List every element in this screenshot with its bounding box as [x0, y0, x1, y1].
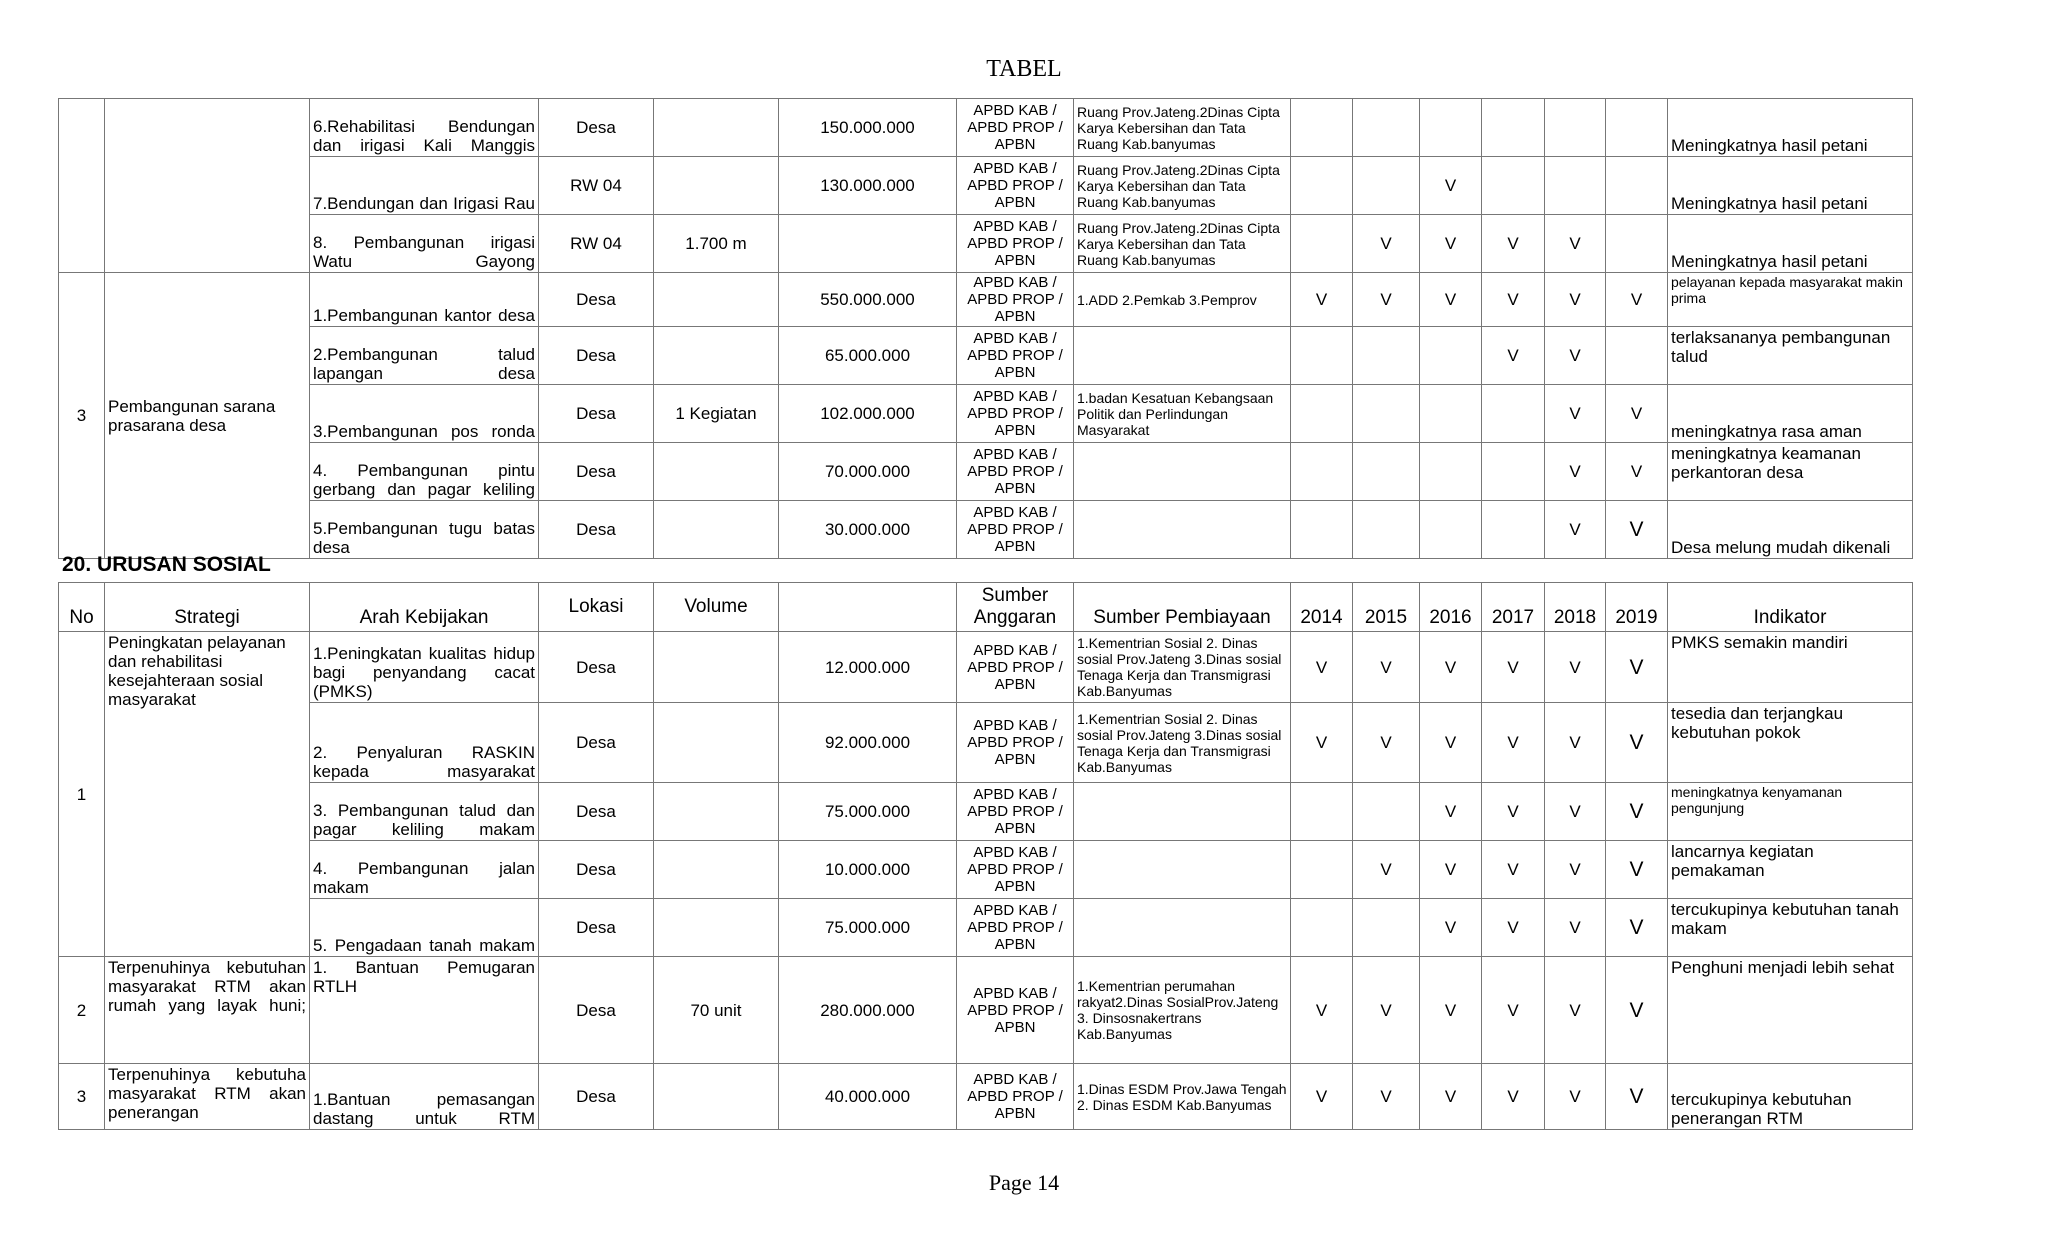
year-2017-mark: V — [1482, 957, 1545, 1064]
year-2014-mark — [1291, 443, 1353, 501]
year-2014-mark: V — [1291, 703, 1353, 783]
year-2018-mark: V — [1545, 215, 1606, 273]
year-2014-mark — [1291, 327, 1353, 385]
year-2016-mark: V — [1420, 1064, 1482, 1130]
strategi-cell: Peningkatan pelayanan dan rehabilitasi kesejahteraan sosial masyarakat — [105, 632, 310, 957]
year-2015-mark: V — [1353, 1064, 1420, 1130]
volume-cell: 70 unit — [654, 957, 779, 1064]
year-2017-mark — [1482, 385, 1545, 443]
year-2019-mark: V — [1606, 1064, 1668, 1130]
year-2018-mark — [1545, 157, 1606, 215]
sumber-pembiayaan-cell — [1074, 841, 1291, 899]
volume-cell — [654, 327, 779, 385]
lokasi-cell: Desa — [539, 1064, 654, 1130]
header-2019: 2019 — [1606, 583, 1668, 632]
indikator-cell: tesedia dan terjangkau kebutuhan pokok — [1668, 703, 1913, 783]
year-2016-mark — [1420, 385, 1482, 443]
sumber-anggaran-cell: APBD KAB / APBD PROP / APBN — [957, 157, 1074, 215]
year-2015-mark: V — [1353, 703, 1420, 783]
arah-kebijakan-cell: 2.Pembangunan talud lapangan desa — [310, 327, 539, 385]
header-2014: 2014 — [1291, 583, 1353, 632]
anggaran-value-cell: 92.000.000 — [779, 703, 957, 783]
year-2018-mark: V — [1545, 1064, 1606, 1130]
year-2018-mark: V — [1545, 841, 1606, 899]
lokasi-cell: Desa — [539, 841, 654, 899]
volume-cell: 1 Kegiatan — [654, 385, 779, 443]
year-2014-mark — [1291, 99, 1353, 157]
year-2018-mark: V — [1545, 703, 1606, 783]
header-lokasi: Lokasi — [539, 583, 654, 632]
sumber-anggaran-cell: APBD KAB / APBD PROP / APBN — [957, 273, 1074, 327]
table-row — [59, 632, 1913, 703]
no-cell: 3 — [59, 273, 105, 559]
lokasi-cell: RW 04 — [539, 215, 654, 273]
anggaran-value-cell: 10.000.000 — [779, 841, 957, 899]
year-2016-mark: V — [1420, 957, 1482, 1064]
indikator-cell: meningkatnya rasa aman — [1668, 385, 1913, 443]
year-2018-mark: V — [1545, 327, 1606, 385]
year-2019-mark: V — [1606, 957, 1668, 1064]
indikator-cell: PMKS semakin mandiri — [1668, 632, 1913, 703]
sumber-anggaran-cell: APBD KAB / APBD PROP / APBN — [957, 215, 1074, 273]
arah-kebijakan-cell: 5.Pembangunan tugu batas desa — [310, 501, 539, 559]
year-2014-mark — [1291, 385, 1353, 443]
year-2015-mark — [1353, 99, 1420, 157]
lokasi-cell: Desa — [539, 501, 654, 559]
year-2019-mark — [1606, 215, 1668, 273]
year-2017-mark: V — [1482, 273, 1545, 327]
indikator-cell: Meningkatnya hasil petani — [1668, 157, 1913, 215]
year-2018-mark — [1545, 99, 1606, 157]
program-table-continued — [58, 98, 1913, 559]
volume-cell — [654, 501, 779, 559]
year-2017-mark: V — [1482, 783, 1545, 841]
strategi-cell: Terpenuhinya kebutuha masyarakat RTM akan penerangan — [105, 1064, 310, 1130]
sumber-anggaran-cell: APBD KAB / APBD PROP / APBN — [957, 327, 1074, 385]
lokasi-cell: Desa — [539, 632, 654, 703]
indikator-cell: meningkatnya keamanan perkantoran desa — [1668, 443, 1913, 501]
header-strategi: Strategi — [105, 583, 310, 632]
year-2016-mark: V — [1420, 157, 1482, 215]
year-2019-mark: V — [1606, 783, 1668, 841]
volume-cell — [654, 273, 779, 327]
table-row — [59, 899, 1913, 957]
indikator-cell: Penghuni menjadi lebih sehat — [1668, 957, 1913, 1064]
arah-kebijakan-cell: 8. Pembangunan irigasi Watu Gayong — [310, 215, 539, 273]
year-2017-mark: V — [1482, 841, 1545, 899]
sumber-pembiayaan-cell: Ruang Prov.Jateng.2Dinas Cipta Karya Kebersihan dan Tata Ruang Kab.banyumas — [1074, 99, 1291, 157]
lokasi-cell: Desa — [539, 703, 654, 783]
sumber-pembiayaan-cell — [1074, 783, 1291, 841]
anggaran-value-cell: 150.000.000 — [779, 99, 957, 157]
year-2015-mark — [1353, 899, 1420, 957]
arah-kebijakan-cell: 2. Penyaluran RASKIN kepada masyarakat — [310, 703, 539, 783]
year-2017-mark: V — [1482, 215, 1545, 273]
lokasi-cell: Desa — [539, 783, 654, 841]
indikator-cell: Desa melung mudah dikenali — [1668, 501, 1913, 559]
sumber-anggaran-cell: APBD KAB / APBD PROP / APBN — [957, 385, 1074, 443]
year-2018-mark: V — [1545, 385, 1606, 443]
page-title: TABEL — [986, 56, 1062, 82]
year-2017-mark — [1482, 443, 1545, 501]
year-2014-mark — [1291, 841, 1353, 899]
sumber-pembiayaan-cell: Ruang Prov.Jateng.2Dinas Cipta Karya Kebersihan dan Tata Ruang Kab.banyumas — [1074, 215, 1291, 273]
year-2017-mark — [1482, 157, 1545, 215]
sumber-anggaran-cell: APBD KAB / APBD PROP / APBN — [957, 501, 1074, 559]
volume-cell — [654, 99, 779, 157]
anggaran-value-cell: 550.000.000 — [779, 273, 957, 327]
year-2015-mark — [1353, 443, 1420, 501]
anggaran-value-cell: 70.000.000 — [779, 443, 957, 501]
sumber-pembiayaan-cell — [1074, 443, 1291, 501]
indikator-cell: tercukupinya kebutuhan penerangan RTM — [1668, 1064, 1913, 1130]
year-2016-mark: V — [1420, 783, 1482, 841]
anggaran-value-cell: 40.000.000 — [779, 1064, 957, 1130]
year-2014-mark — [1291, 783, 1353, 841]
volume-cell: 1.700 m — [654, 215, 779, 273]
year-2016-mark: V — [1420, 273, 1482, 327]
year-2018-mark: V — [1545, 273, 1606, 327]
table-row — [59, 327, 1913, 385]
year-2015-mark — [1353, 501, 1420, 559]
year-2017-mark: V — [1482, 899, 1545, 957]
strategi-cell: Pembangunan sarana prasarana desa — [105, 273, 310, 559]
year-2014-mark — [1291, 215, 1353, 273]
arah-kebijakan-cell: 5. Pengadaan tanah makam — [310, 899, 539, 957]
year-2014-mark — [1291, 157, 1353, 215]
year-2019-mark: V — [1606, 273, 1668, 327]
table-row — [59, 443, 1913, 501]
sumber-pembiayaan-cell — [1074, 327, 1291, 385]
sumber-pembiayaan-cell: 1.badan Kesatuan Kebangsaan Politik dan Perlindungan Masyarakat — [1074, 385, 1291, 443]
year-2015-mark: V — [1353, 841, 1420, 899]
table-row — [59, 841, 1913, 899]
table-row — [59, 783, 1913, 841]
lokasi-cell: Desa — [539, 385, 654, 443]
volume-cell — [654, 157, 779, 215]
sumber-pembiayaan-cell: 1.Dinas ESDM Prov.Jawa Tengah 2. Dinas ESDM Kab.Banyumas — [1074, 1064, 1291, 1130]
arah-kebijakan-cell: 6.Rehabilitasi Bendungan dan irigasi Kali Manggis — [310, 99, 539, 157]
header-2015: 2015 — [1353, 583, 1420, 632]
year-2014-mark: V — [1291, 957, 1353, 1064]
year-2019-mark: V — [1606, 443, 1668, 501]
sumber-pembiayaan-cell: Ruang Prov.Jateng.2Dinas Cipta Karya Kebersihan dan Tata Ruang Kab.banyumas — [1074, 157, 1291, 215]
sumber-anggaran-cell: APBD KAB / APBD PROP / APBN — [957, 783, 1074, 841]
year-2018-mark: V — [1545, 632, 1606, 703]
arah-kebijakan-cell: 3. Pembangunan talud dan pagar keliling makam — [310, 783, 539, 841]
arah-kebijakan-cell: 1. Bantuan Pemugaran RTLH — [310, 957, 539, 1064]
header-arah-kebijakan: Arah Kebijakan — [310, 583, 539, 632]
sumber-pembiayaan-cell — [1074, 899, 1291, 957]
year-2019-mark — [1606, 327, 1668, 385]
year-2016-mark: V — [1420, 215, 1482, 273]
lokasi-cell: RW 04 — [539, 157, 654, 215]
year-2015-mark — [1353, 157, 1420, 215]
year-2016-mark — [1420, 99, 1482, 157]
sumber-anggaran-cell: APBD KAB / APBD PROP / APBN — [957, 841, 1074, 899]
year-2019-mark: V — [1606, 841, 1668, 899]
year-2016-mark: V — [1420, 841, 1482, 899]
volume-cell — [654, 899, 779, 957]
indikator-cell: tercukupinya kebutuhan tanah makam — [1668, 899, 1913, 957]
strategi-cell — [105, 99, 310, 273]
sumber-anggaran-cell: APBD KAB / APBD PROP / APBN — [957, 1064, 1074, 1130]
year-2016-mark: V — [1420, 632, 1482, 703]
sumber-pembiayaan-cell: 1.Kementrian Sosial 2. Dinas sosial Prov.Jateng 3.Dinas sosial Tenaga Kerja dan Transmigrasi Kab.Banyumas — [1074, 703, 1291, 783]
year-2015-mark — [1353, 385, 1420, 443]
table-row — [59, 385, 1913, 443]
year-2015-mark: V — [1353, 632, 1420, 703]
year-2016-mark: V — [1420, 899, 1482, 957]
year-2019-mark: V — [1606, 501, 1668, 559]
volume-cell — [654, 632, 779, 703]
year-2019-mark — [1606, 99, 1668, 157]
year-2018-mark: V — [1545, 783, 1606, 841]
lokasi-cell: Desa — [539, 899, 654, 957]
volume-cell — [654, 1064, 779, 1130]
anggaran-value-cell: 12.000.000 — [779, 632, 957, 703]
no-cell: 2 — [59, 957, 105, 1064]
year-2017-mark: V — [1482, 1064, 1545, 1130]
arah-kebijakan-cell: 3.Pembangunan pos ronda — [310, 385, 539, 443]
anggaran-value-cell: 130.000.000 — [779, 157, 957, 215]
year-2014-mark — [1291, 501, 1353, 559]
lokasi-cell: Desa — [539, 99, 654, 157]
table-row — [59, 157, 1913, 215]
year-2015-mark: V — [1353, 957, 1420, 1064]
header-sumber-pembiayaan: Sumber Pembiayaan — [1074, 583, 1291, 632]
year-2016-mark — [1420, 327, 1482, 385]
volume-cell — [654, 443, 779, 501]
year-2017-mark: V — [1482, 327, 1545, 385]
year-2018-mark: V — [1545, 899, 1606, 957]
year-2017-mark — [1482, 99, 1545, 157]
lokasi-cell: Desa — [539, 273, 654, 327]
year-2016-mark: V — [1420, 703, 1482, 783]
volume-cell — [654, 703, 779, 783]
indikator-cell: meningkatnya kenyamanan pengunjung — [1668, 783, 1913, 841]
arah-kebijakan-cell: 1.Pembangunan kantor desa — [310, 273, 539, 327]
arah-kebijakan-cell: 1.Bantuan pemasangan dastang untuk RTM — [310, 1064, 539, 1130]
arah-kebijakan-cell: 1.Peningkatan kualitas hidup bagi penyandang cacat (PMKS) — [310, 632, 539, 703]
no-cell — [59, 99, 105, 273]
header-indikator: Indikator — [1668, 583, 1913, 632]
year-2015-mark: V — [1353, 273, 1420, 327]
volume-cell — [654, 783, 779, 841]
header-no: No — [59, 583, 105, 632]
header-volume: Volume — [654, 583, 779, 632]
year-2017-mark: V — [1482, 703, 1545, 783]
year-2016-mark — [1420, 443, 1482, 501]
lokasi-cell: Desa — [539, 327, 654, 385]
sumber-anggaran-cell: APBD KAB / APBD PROP / APBN — [957, 703, 1074, 783]
header-2017: 2017 — [1482, 583, 1545, 632]
table-header-row — [59, 583, 1913, 632]
indikator-cell: lancarnya kegiatan pemakaman — [1668, 841, 1913, 899]
volume-cell — [654, 841, 779, 899]
anggaran-value-cell: 75.000.000 — [779, 783, 957, 841]
sumber-anggaran-cell: APBD KAB / APBD PROP / APBN — [957, 899, 1074, 957]
no-cell: 1 — [59, 632, 105, 957]
lokasi-cell: Desa — [539, 957, 654, 1064]
anggaran-value-cell: 75.000.000 — [779, 899, 957, 957]
table-row — [59, 957, 1913, 1064]
page-footer: Page 14 — [988, 1170, 1060, 1195]
year-2019-mark: V — [1606, 632, 1668, 703]
header-2016: 2016 — [1420, 583, 1482, 632]
year-2017-mark — [1482, 501, 1545, 559]
year-2019-mark: V — [1606, 385, 1668, 443]
table-row — [59, 703, 1913, 783]
indikator-cell: Meningkatnya hasil petani — [1668, 215, 1913, 273]
lokasi-cell: Desa — [539, 443, 654, 501]
sumber-anggaran-cell: APBD KAB / APBD PROP / APBN — [957, 632, 1074, 703]
header-sumber-anggaran: Sumber Anggaran — [957, 583, 1074, 632]
table-row — [59, 501, 1913, 559]
anggaran-value-cell: 65.000.000 — [779, 327, 957, 385]
indikator-cell: Meningkatnya hasil petani — [1668, 99, 1913, 157]
indikator-cell: pelayanan kepada masyarakat makin prima — [1668, 273, 1913, 327]
year-2016-mark — [1420, 501, 1482, 559]
sumber-anggaran-cell: APBD KAB / APBD PROP / APBN — [957, 957, 1074, 1064]
year-2018-mark: V — [1545, 443, 1606, 501]
indikator-cell: terlaksananya pembangunan talud — [1668, 327, 1913, 385]
year-2014-mark: V — [1291, 632, 1353, 703]
year-2015-mark — [1353, 783, 1420, 841]
year-2018-mark: V — [1545, 501, 1606, 559]
anggaran-value-cell: 280.000.000 — [779, 957, 957, 1064]
header-anggaran-value — [779, 583, 957, 632]
header-2018: 2018 — [1545, 583, 1606, 632]
year-2014-mark — [1291, 899, 1353, 957]
arah-kebijakan-cell: 4. Pembangunan jalan makam — [310, 841, 539, 899]
social-affairs-table — [58, 582, 1913, 1130]
year-2019-mark: V — [1606, 899, 1668, 957]
sumber-pembiayaan-cell: 1.ADD 2.Pemkab 3.Pemprov — [1074, 273, 1291, 327]
no-cell: 3 — [59, 1064, 105, 1130]
strategi-cell: Terpenuhinya kebutuhan masyarakat RTM akan rumah yang layak huni; — [105, 957, 310, 1064]
sumber-pembiayaan-cell: 1.Kementrian perumahan rakyat2.Dinas SosialProv.Jateng 3. Dinsosnakertrans Kab.Banyumas — [1074, 957, 1291, 1064]
year-2019-mark: V — [1606, 703, 1668, 783]
sumber-anggaran-cell: APBD KAB / APBD PROP / APBN — [957, 99, 1074, 157]
anggaran-value-cell: 102.000.000 — [779, 385, 957, 443]
sumber-pembiayaan-cell — [1074, 501, 1291, 559]
arah-kebijakan-cell: 7.Bendungan dan Irigasi Rau — [310, 157, 539, 215]
section-title: 20. URUSAN SOSIAL — [62, 553, 271, 576]
table-row — [59, 1064, 1913, 1130]
table-row — [59, 99, 1913, 157]
table-row — [59, 273, 1913, 327]
year-2014-mark: V — [1291, 1064, 1353, 1130]
anggaran-value-cell — [779, 215, 957, 273]
sumber-pembiayaan-cell: 1.Kementrian Sosial 2. Dinas sosial Prov.Jateng 3.Dinas sosial Tenaga Kerja dan Transmigrasi Kab.Banyumas — [1074, 632, 1291, 703]
year-2017-mark: V — [1482, 632, 1545, 703]
year-2015-mark: V — [1353, 215, 1420, 273]
year-2019-mark — [1606, 157, 1668, 215]
year-2018-mark: V — [1545, 957, 1606, 1064]
anggaran-value-cell: 30.000.000 — [779, 501, 957, 559]
sumber-anggaran-cell: APBD KAB / APBD PROP / APBN — [957, 443, 1074, 501]
year-2014-mark: V — [1291, 273, 1353, 327]
table-row — [59, 215, 1913, 273]
arah-kebijakan-cell: 4. Pembangunan pintu gerbang dan pagar keliling — [310, 443, 539, 501]
year-2015-mark — [1353, 327, 1420, 385]
